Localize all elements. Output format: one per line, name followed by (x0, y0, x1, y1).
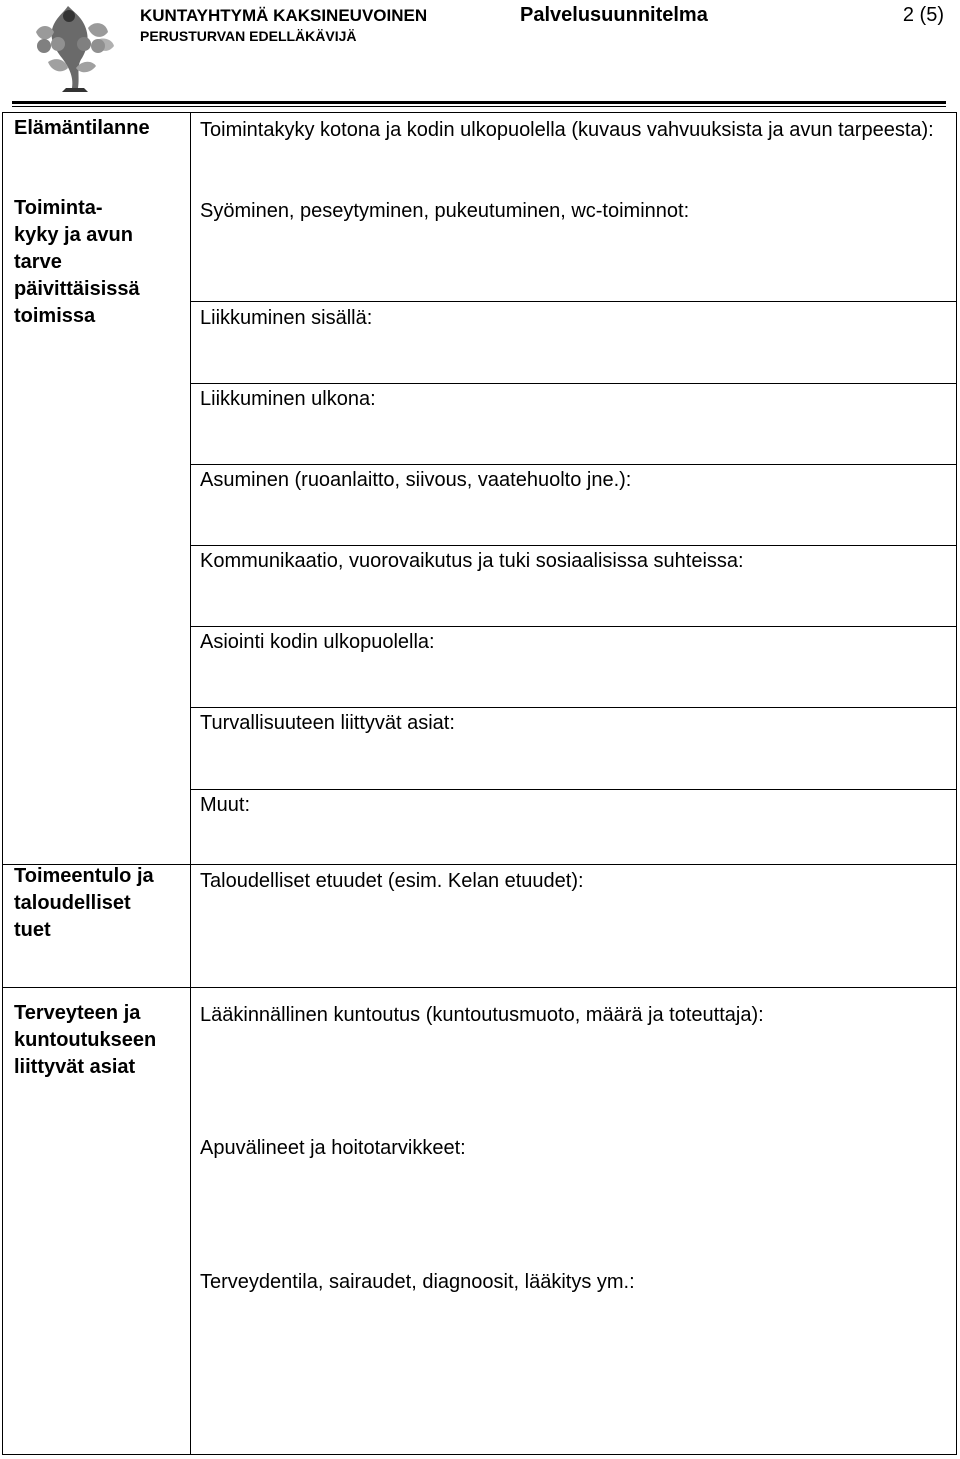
column-divider (190, 113, 191, 1454)
field-apuvalineet[interactable]: Apuvälineet ja hoitotarvikkeet: (200, 1137, 466, 1159)
row-divider (190, 545, 956, 546)
document-title: Palvelusuunnitelma (520, 4, 708, 26)
row-divider (190, 789, 956, 790)
service-plan-table (2, 112, 957, 1455)
row-divider (190, 301, 956, 302)
header-divider-thin (12, 106, 946, 107)
page-number: 2 (5) (902, 4, 944, 26)
field-terveydentila[interactable]: Terveydentila, sairaudet, diagnoosit, lääkitys ym.: (200, 1271, 635, 1293)
field-laakinnallinen-kuntoutus[interactable]: Lääkinnällinen kuntoutus (kuntoutusmuoto, määrä ja toteuttaja): (200, 1004, 764, 1026)
field-muut[interactable]: Muut: (200, 794, 251, 816)
field-asuminen[interactable]: Asuminen (ruoanlaitto, siivous, vaatehuolto jne.): (200, 469, 632, 491)
section-label-toimintakyky: Toiminta- kyky ja avun tarve päivittäisissä toimissa (14, 197, 140, 327)
field-taloudelliset-etuudet[interactable]: Taloudelliset etuudet (esim. Kelan etuudet): (200, 870, 584, 892)
field-liikkuminen-sisalla[interactable]: Liikkuminen sisällä: (200, 307, 373, 329)
organization-name: KUNTAYHTYMÄ KAKSINEUVOINEN (140, 6, 428, 25)
row-divider (190, 707, 956, 708)
field-asiointi[interactable]: Asiointi kodin ulkopuolella: (200, 631, 435, 653)
header-divider (12, 101, 946, 104)
section-divider (3, 864, 956, 865)
section-label-terveys: Terveyteen ja kuntoutukseen liittyvät asiat (14, 1002, 157, 1078)
field-syominen[interactable]: Syöminen, peseytyminen, pukeutuminen, wc-toiminnot: (200, 200, 690, 222)
section-divider (3, 987, 956, 988)
field-kommunikaatio[interactable]: Kommunikaatio, vuorovaikutus ja tuki sosiaalisissa suhteissa: (200, 550, 744, 572)
field-turvallisuus[interactable]: Turvallisuuteen liittyvät asiat: (200, 712, 455, 734)
section-label-toimeentulo: Toimeentulo ja taloudelliset tuet (14, 865, 154, 941)
field-liikkuminen-ulkona[interactable]: Liikkuminen ulkona: (200, 388, 376, 410)
organization-logo (28, 2, 126, 94)
field-toimintakyky-kuvaus[interactable]: Toimintakyky kotona ja kodin ulkopuolella (kuvaus vahvuuksista ja avun tarpeesta): (200, 119, 934, 141)
organization-slogan: PERUSTURVAN EDELLÄKÄVIJÄ (140, 28, 357, 44)
row-divider (190, 464, 956, 465)
row-divider (190, 626, 956, 627)
section-label-elamantilanne: Elämäntilanne (14, 117, 150, 139)
row-divider (190, 383, 956, 384)
